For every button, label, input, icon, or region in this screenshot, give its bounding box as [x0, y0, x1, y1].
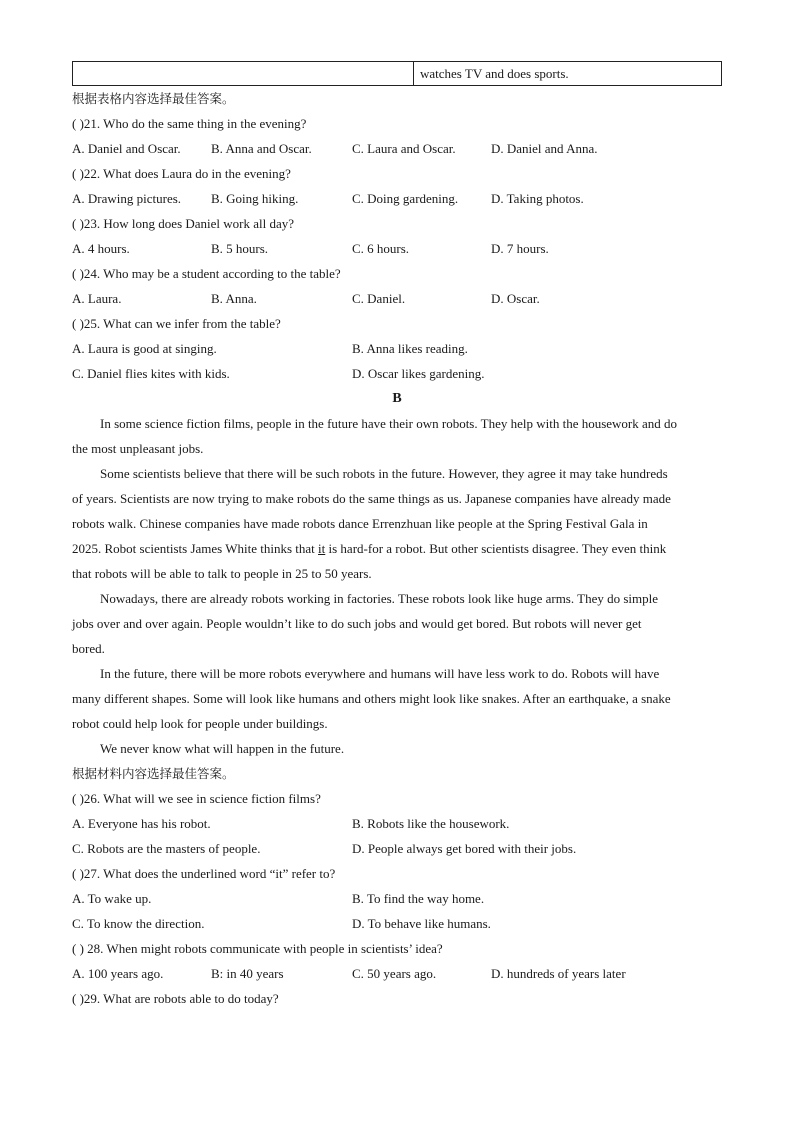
option-d: D. Daniel and Anna.: [491, 141, 598, 156]
question-stem: ( )23. How long does Daniel work all day?: [72, 216, 295, 231]
passage-text: 2025. Robot scientists James White thinks that: [72, 541, 319, 556]
passage-line: robot could help look for people under buildings.: [72, 716, 328, 731]
question-stem: ( ) 28. When might robots communicate with people in scientists’ idea?: [72, 941, 443, 956]
passage-line: In the future, there will be more robots everywhere and humans will have less work to do. Robots will have: [100, 666, 660, 681]
instruction-passage: 根据材料内容选择最佳答案。: [72, 766, 235, 781]
option-c: C. 50 years ago.: [352, 966, 437, 981]
option-a: A. 100 years ago.: [72, 966, 164, 981]
passage-line: the most unpleasant jobs.: [72, 441, 204, 456]
question-stem: ( )29. What are robots able to do today?: [72, 991, 279, 1006]
option-a: A. Drawing pictures.: [72, 191, 182, 206]
passage-line: of years. Scientists are now trying to make robots do the same things as us. Japanese companies have already made: [72, 491, 671, 506]
option-c: C. Doing gardening.: [352, 191, 459, 206]
table-cell-text: watches TV and does sports.: [420, 66, 569, 81]
option-b: B. To find the way home.: [352, 891, 485, 906]
option-a: A. To wake up.: [72, 891, 152, 906]
option-d: D. 7 hours.: [491, 241, 549, 256]
question-stem: ( )24. Who may be a student according to the table?: [72, 266, 341, 281]
passage-text: is hard-for a robot. But other scientists disagree. They even think: [325, 541, 667, 556]
passage-line: that robots will be able to talk to people in 25 to 50 years.: [72, 566, 372, 581]
question-stem: ( )22. What does Laura do in the evening?: [72, 166, 291, 181]
option-d: D. To behave like humans.: [352, 916, 491, 931]
option-c: C. To know the direction.: [72, 916, 205, 931]
underlined-word: it: [318, 541, 326, 556]
passage-line: many different shapes. Some will look like humans and others might look like snakes. After an earthquake, a snake: [72, 691, 671, 706]
option-b: B. Going hiking.: [211, 191, 299, 206]
table-cell-empty: [73, 62, 414, 85]
option-a: A. Daniel and Oscar.: [72, 141, 181, 156]
option-a: A. Laura is good at singing.: [72, 341, 217, 356]
section-heading: B: [392, 391, 402, 406]
option-d: D. Oscar.: [491, 291, 540, 306]
option-b: B. Anna.: [211, 291, 257, 306]
option-a: A. 4 hours.: [72, 241, 130, 256]
table-last-row: [72, 61, 722, 86]
option-c: C. Robots are the masters of people.: [72, 841, 261, 856]
option-c: C. Daniel flies kites with kids.: [72, 366, 230, 381]
passage-line: In some science fiction films, people in the future have their own robots. They help with the housework and do: [100, 416, 678, 431]
question-stem: ( )21. Who do the same thing in the evening?: [72, 116, 307, 131]
option-c: C. Daniel.: [352, 291, 406, 306]
question-stem: ( )26. What will we see in science fiction films?: [72, 791, 321, 806]
passage-line: robots walk. Chinese companies have made robots dance Errenzhuan like people at the Spring Festival Gala in: [72, 516, 648, 531]
option-d: D. People always get bored with their jobs.: [352, 841, 577, 856]
option-a: A. Everyone has his robot.: [72, 816, 211, 831]
option-d: D. Taking photos.: [491, 191, 584, 206]
passage-line: We never know what will happen in the future.: [100, 741, 345, 756]
passage-line: [72, 539, 724, 559]
option-c: C. Laura and Oscar.: [352, 141, 456, 156]
passage-line: Nowadays, there are already robots working in factories. These robots look like huge arms. They do simple: [100, 591, 659, 606]
option-b: B. 5 hours.: [211, 241, 269, 256]
option-a: A. Laura.: [72, 291, 122, 306]
passage-line: Some scientists believe that there will be such robots in the future. However, they agree it may take hundreds: [100, 466, 668, 481]
option-c: C. 6 hours.: [352, 241, 410, 256]
option-d: D. Oscar likes gardening.: [352, 366, 485, 381]
option-b: B. Anna and Oscar.: [211, 141, 312, 156]
option-b: B: in 40 years: [211, 966, 284, 981]
option-b: B. Robots like the housework.: [352, 816, 510, 831]
option-b: B. Anna likes reading.: [352, 341, 468, 356]
passage-line: jobs over and over again. People wouldn’t like to do such jobs and would get bored. But robots will never get: [72, 616, 642, 631]
instruction-table: 根据表格内容选择最佳答案。: [72, 91, 235, 106]
question-stem: ( )25. What can we infer from the table?: [72, 316, 281, 331]
question-stem: ( )27. What does the underlined word “it” refer to?: [72, 866, 336, 881]
option-d: D. hundreds of years later: [491, 966, 626, 981]
passage-line: bored.: [72, 641, 105, 656]
